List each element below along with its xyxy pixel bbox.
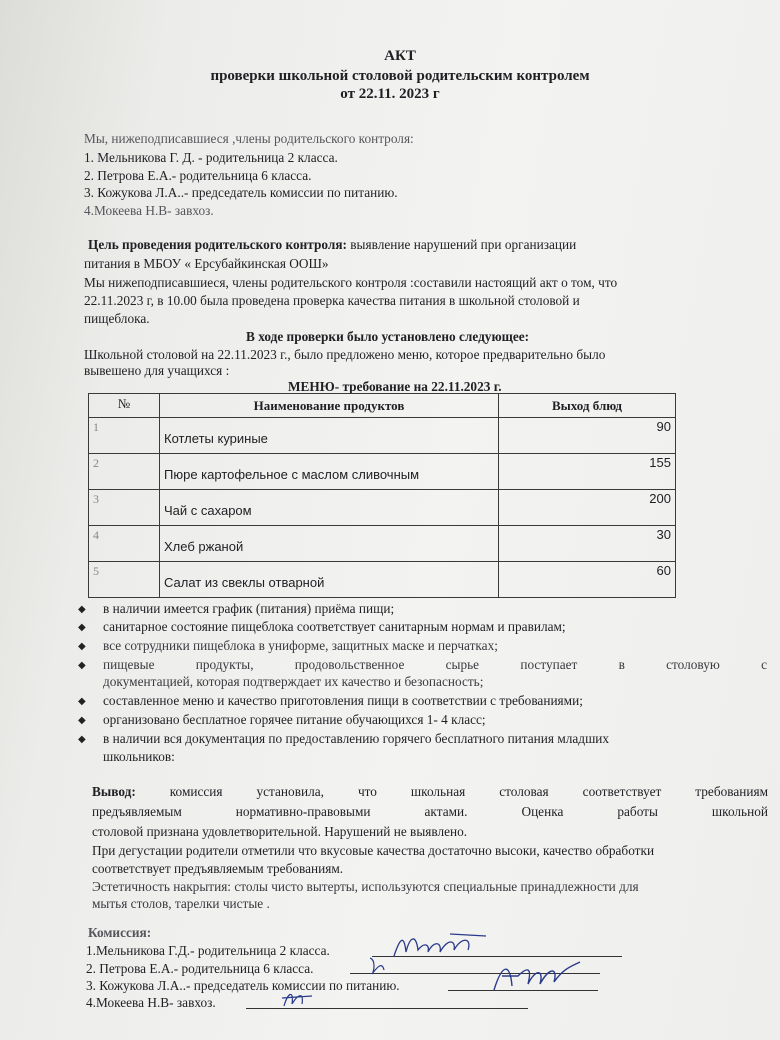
row-number: 2	[89, 454, 160, 490]
column-header-output: Выход блюд	[499, 394, 676, 418]
document-title: АКТ	[384, 48, 416, 64]
document-date: от 22.11. 2023 г	[340, 86, 440, 102]
purpose-line: питания в МБОУ « Ерсубайкинская ООШ»	[84, 256, 329, 271]
bullet-icon: ◆	[78, 622, 86, 633]
bullet-icon: ◆	[78, 641, 86, 652]
conclusion-line: соответствует предъявляемым требованиям.	[92, 861, 344, 876]
bullet-icon: ◆	[78, 604, 86, 615]
finding-item: в наличии вся документация по предоставлению горячего бесплатного питания младших	[103, 731, 610, 746]
bullet-icon: ◆	[78, 715, 86, 726]
table-row	[89, 490, 676, 526]
purpose-line: Мы нижеподписавшиеся, члены родительского контроля :составили настоящий акт о том, что	[84, 275, 618, 290]
purpose-text: выявление нарушений при организации	[346, 237, 577, 252]
conclusion-line: Эстетичность накрытия: столы чисто вытерты, используются специальные принадлежности для	[92, 879, 639, 894]
signature-mark	[366, 954, 390, 978]
commission-member: 2. Петрова Е.А.- родительница 6 класса.	[86, 961, 314, 976]
menu-caption: МЕНЮ- требование на 22.11.2023 г.	[288, 379, 502, 394]
column-header-number: №	[89, 394, 160, 418]
finding-item: пищевые продукты, продовольственное сырье поступает в столовую с	[103, 657, 767, 672]
conclusion-text: комиссия установила, что школьная столовая соответствует требованиям	[135, 784, 768, 799]
commission-member: 4.Мокеева Н.В- завхоз.	[86, 995, 216, 1010]
row-number: 4	[89, 526, 160, 562]
document-subtitle: проверки школьной столовой родительским контролем	[210, 68, 590, 84]
finding-item: в наличии имеется график (питания) приёма пищи;	[103, 601, 395, 616]
purpose-line: пищеблока.	[84, 311, 150, 326]
row-product: Котлеты куриные	[160, 418, 499, 454]
table-row	[89, 418, 676, 454]
bullet-icon: ◆	[78, 734, 86, 745]
conclusion-line: мытья столов, тарелки чистые .	[92, 896, 270, 911]
row-number: 5	[89, 562, 160, 598]
finding-item-continued: школьников:	[103, 749, 175, 764]
column-header-product: Наименование продуктов	[160, 394, 499, 418]
conclusion-line: При дегустации родители отметили что вкусовые качества достаточно высоки, качество обработки	[92, 843, 655, 858]
signature-mark	[278, 986, 318, 1010]
row-product: Хлеб ржаной	[160, 526, 499, 562]
row-product: Салат из свеклы отварной	[160, 562, 499, 598]
member-item: 1. Мельникова Г. Д. - родительница 2 класса.	[84, 150, 338, 165]
menu-intro-line: вывешено для учащихся :	[84, 363, 230, 378]
commission-member: 1.Мельникова Г.Д.- родительница 2 класса.	[86, 943, 330, 958]
member-item: 4.Мокеева Н.В- завхоз.	[84, 203, 214, 218]
purpose-label: Цель проведения родительского контроля:	[88, 237, 347, 252]
signature-mark	[488, 956, 584, 994]
commission-heading: Комиссия:	[88, 925, 152, 940]
row-product: Пюре картофельное с маслом сливочным	[160, 454, 499, 490]
bullet-icon: ◆	[78, 696, 86, 707]
finding-item-continued: документацией, которая подтверждает их качество и безопасность;	[103, 674, 484, 689]
row-output: 200	[499, 490, 676, 526]
conclusion-line: столовой признана удовлетворительной. Нарушений не выявлено.	[92, 824, 468, 839]
purpose-line: 22.11.2023 г, в 10.00 была проведена проверка качества питания в школьной столовой и	[84, 293, 580, 308]
finding-item: составленное меню и качество приготовления пищи в соответствии с требованиями;	[103, 693, 583, 708]
row-product: Чай с сахаром	[160, 490, 499, 526]
signature-mark	[390, 926, 490, 962]
finding-item: все сотрудники пищеблока в униформе, защитных маске и перчатках;	[103, 638, 498, 653]
row-number: 3	[89, 490, 160, 526]
conclusion-label: Вывод:	[92, 784, 136, 799]
findings-heading: В ходе проверки было установлено следующее:	[246, 329, 530, 344]
table-row	[89, 526, 676, 562]
row-output: 30	[499, 526, 676, 562]
commission-member: 3. Кожукова Л.А..- председатель комиссии по питанию.	[86, 978, 400, 993]
purpose-line	[88, 236, 576, 253]
members-lead: Мы, нижеподписавшиеся ,члены родительского контроля:	[84, 131, 414, 146]
menu-table	[88, 393, 676, 598]
conclusion-line: предъявляемым нормативно-правовыми актами. Оценка работы школьной	[92, 804, 768, 819]
table-header-row	[89, 394, 676, 418]
row-number: 1	[89, 418, 160, 454]
menu-intro-line: Школьной столовой на 22.11.2023 г., было предложено меню, которое предварительно было	[84, 347, 606, 362]
row-output: 90	[499, 418, 676, 454]
table-row	[89, 454, 676, 490]
row-output: 155	[499, 454, 676, 490]
table-row	[89, 562, 676, 598]
member-item: 3. Кожукова Л.А..- председатель комиссии по питанию.	[84, 185, 398, 200]
finding-item: организовано бесплатное горячее питание обучающихся 1- 4 класс;	[103, 712, 486, 727]
conclusion-line	[92, 783, 768, 800]
bullet-icon: ◆	[78, 660, 86, 671]
member-item: 2. Петрова Е.А.- родительница 6 класса.	[84, 168, 312, 183]
row-output: 60	[499, 562, 676, 598]
finding-item: санитарное состояние пищеблока соответствует санитарным нормам и правилам;	[103, 619, 566, 634]
